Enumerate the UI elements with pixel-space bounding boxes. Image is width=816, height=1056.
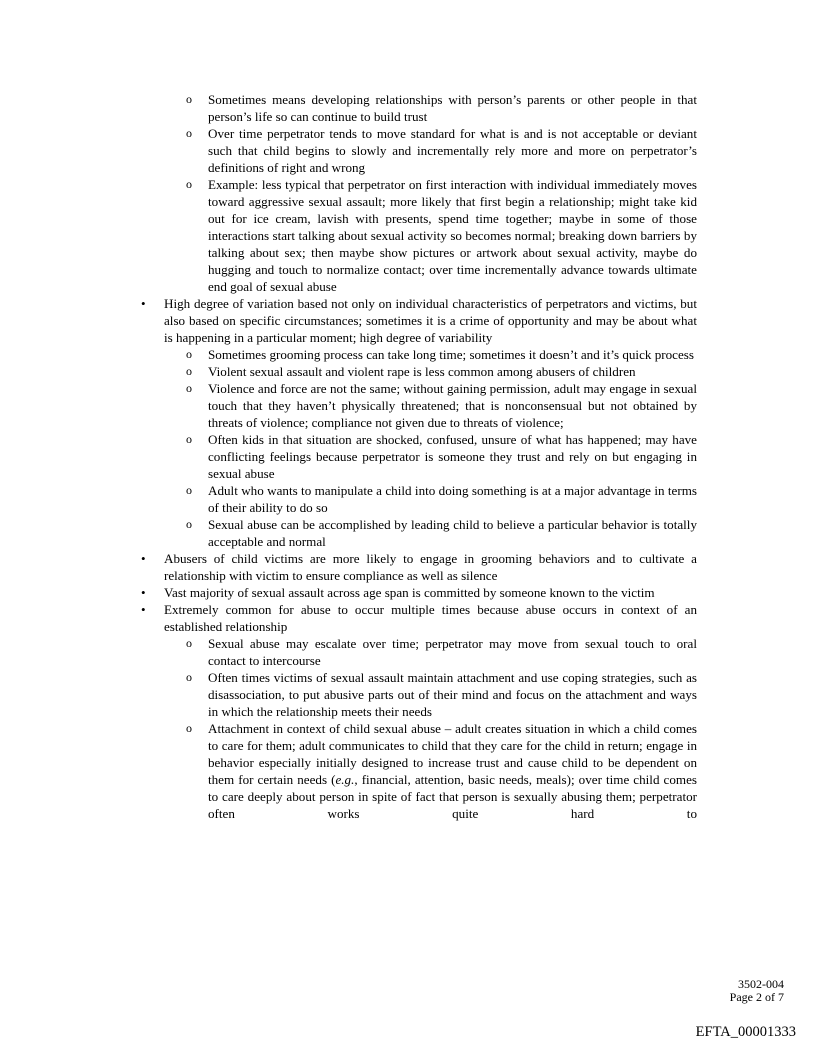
- item-text: Often kids in that situation are shocked, confused, unsure of what has happened; may have conflicting feelings because perpetrator is someone they trust and rely on but engaging in sexual abuse: [208, 432, 697, 481]
- item-text: Example: less typical that perpetrator on first interaction with individual immediately moves toward aggressive sexual assault; more likely that first begin a relationship; might take kid out for ice cream, lavish with presents, spend time together; maybe in some of those interactions start talking about sexual activity so becomes normal; breaking down barriers by talking about sex; then maybe show pictures or artwork about sexual activity, maybe do hugging and touch to normalize contact; over time incrementally advance towards ultimate end goal of sexual abuse: [208, 177, 697, 294]
- bullet-item: [140, 584, 697, 601]
- item-text-before: Attachment in context of child sexual abuse – adult creates situation in which a child comes to care for them; adult communicates to child that they care for the child in return; engage in behavior especially initially designed to increase trust and cause child to be dependent on them for certain needs (: [208, 721, 697, 787]
- document-body: [140, 91, 697, 822]
- sub-bullet-item: [140, 516, 697, 550]
- item-text: Over time perpetrator tends to move standard for what is and is not acceptable or deviant such that child begins to slowly and incrementally rely more and more on perpetrator’s definitions of right and wrong: [208, 126, 697, 175]
- item-text: Violence and force are not the same; without gaining permission, adult may engage in sexual touch that they haven’t physically threatened; that is nonconsensual but not obtained by threats of violence; compliance not given due to threats of violence;: [208, 381, 697, 430]
- bates-number: EFTA_00001333: [695, 1024, 796, 1040]
- item-text: High degree of variation based not only on individual characteristics of perpetrators and victims, but also based on specific circumstances; sometimes it is a crime of opportunity and may be about what is happening in a particular moment; high degree of variability: [164, 296, 697, 345]
- item-text: Vast majority of sexual assault across age span is committed by someone known to the victim: [164, 585, 655, 600]
- hollow-bullet-icon: o: [186, 483, 192, 497]
- hollow-bullet-icon: o: [186, 432, 192, 446]
- hollow-bullet-icon: o: [186, 364, 192, 378]
- sub-bullet-item: [140, 91, 697, 125]
- item-text: Often times victims of sexual assault maintain attachment and use coping strategies, such as disassociation, to put abusive parts out of their mind and focus on the attachment and ways in which the relationship meets their needs: [208, 670, 697, 719]
- bullet-item: [140, 601, 697, 635]
- item-text: Sexual abuse may escalate over time; perpetrator may move from sexual touch to oral contact to intercourse: [208, 636, 697, 668]
- hollow-bullet-icon: o: [186, 347, 192, 361]
- hollow-bullet-icon: o: [186, 381, 192, 395]
- bullet-item: [140, 295, 697, 346]
- sub-bullet-item: [140, 176, 697, 295]
- filled-bullet-icon: •: [141, 585, 146, 600]
- item-text: Abusers of child victims are more likely to engage in grooming behaviors and to cultivate a relationship with victim to ensure compliance as well as silence: [164, 551, 697, 583]
- sub-bullet-item: [140, 346, 697, 363]
- hollow-bullet-icon: o: [186, 517, 192, 531]
- document-code: 3502-004: [738, 977, 784, 991]
- item-text: Sometimes grooming process can take long time; sometimes it doesn’t and it’s quick process: [208, 347, 694, 362]
- filled-bullet-icon: •: [141, 296, 146, 311]
- item-text: Violent sexual assault and violent rape is less common among abusers of children: [208, 364, 636, 379]
- bullet-item: [140, 550, 697, 584]
- sub-bullet-item: [140, 669, 697, 720]
- hollow-bullet-icon: o: [186, 126, 192, 140]
- hollow-bullet-icon: o: [186, 721, 192, 735]
- sub-bullet-item: [140, 380, 697, 431]
- hollow-bullet-icon: o: [186, 636, 192, 650]
- item-text: Extremely common for abuse to occur multiple times because abuse occurs in context of an established relationship: [164, 602, 697, 634]
- item-text-italic: e.g.: [335, 772, 355, 787]
- sub-bullet-item: [140, 431, 697, 482]
- filled-bullet-icon: •: [141, 602, 146, 617]
- item-text: Sometimes means developing relationships with person’s parents or other people in that person’s life so can continue to build trust: [208, 92, 697, 124]
- item-text: Adult who wants to manipulate a child into doing something is at a major advantage in terms of their ability to do so: [208, 483, 697, 515]
- sub-bullet-attachment: [140, 720, 697, 822]
- page-number: Page 2 of 7: [729, 990, 784, 1004]
- filled-bullet-icon: •: [141, 551, 146, 566]
- sub-bullet-item: [140, 635, 697, 669]
- sub-bullet-item: [140, 125, 697, 176]
- sub-bullet-item: [140, 363, 697, 380]
- sub-bullet-item: [140, 482, 697, 516]
- item-text-after: , financial, attention, basic needs, meals); over time child comes to care deeply about person in spite of fact that person is sexually abusing them; perpetrator often works quite hard to: [208, 772, 697, 821]
- item-text: Sexual abuse can be accomplished by leading child to believe a particular behavior is totally acceptable and normal: [208, 517, 697, 549]
- hollow-bullet-icon: o: [186, 92, 192, 106]
- hollow-bullet-icon: o: [186, 177, 192, 191]
- hollow-bullet-icon: o: [186, 670, 192, 684]
